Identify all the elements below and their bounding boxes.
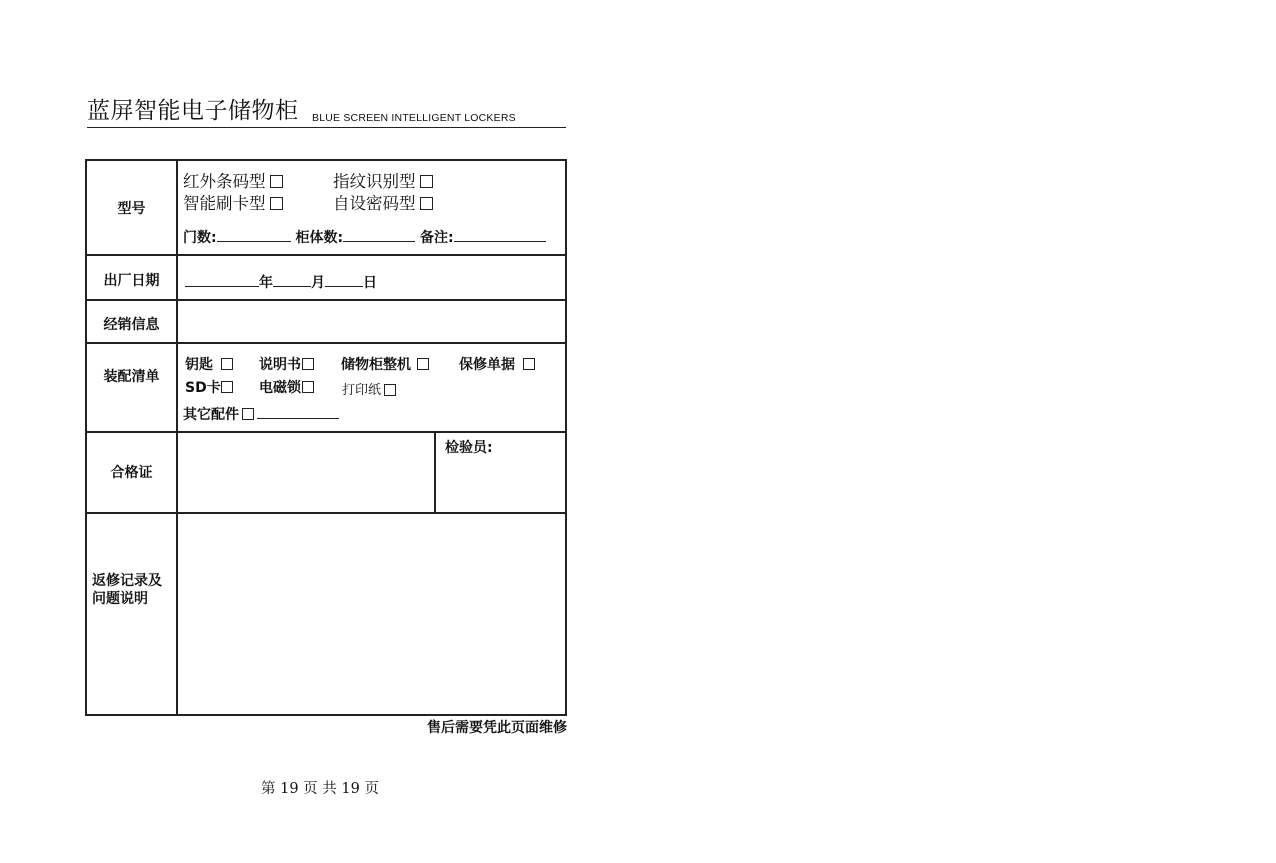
packing-item-warranty[interactable]	[459, 356, 535, 374]
packing-item-manual[interactable]	[259, 356, 314, 374]
dealer-info-label: 经销信息	[103, 317, 160, 333]
checkbox[interactable]	[420, 197, 433, 210]
repair-record-label-line2: 问题说明	[92, 591, 148, 607]
model-option-infrared[interactable]	[183, 171, 283, 193]
model-option-password[interactable]	[333, 193, 433, 215]
packing-item-label: 说明书	[259, 357, 301, 373]
production-date-label: 出厂日期	[103, 273, 160, 289]
checkbox[interactable]	[302, 358, 314, 370]
title-english: BLUE SCREEN INTELLIGENT LOCKERS	[312, 112, 516, 124]
door-count-label: 门数:	[183, 230, 217, 246]
packing-list-label: 装配清单	[103, 369, 160, 385]
checkbox[interactable]	[384, 384, 396, 396]
model-option-fingerprint[interactable]	[333, 171, 433, 193]
packing-item-label: 保修单据	[459, 357, 515, 373]
packing-item-label: SD卡	[185, 380, 221, 396]
checkbox[interactable]	[417, 358, 429, 370]
month-field[interactable]	[273, 272, 311, 287]
checkbox[interactable]	[302, 381, 314, 393]
month-label: 月	[311, 275, 325, 291]
packing-item-label: 电磁锁	[259, 380, 301, 396]
warranty-form	[85, 159, 567, 716]
document-header	[87, 96, 566, 128]
packing-item-label: 储物柜整机	[341, 357, 411, 373]
cabinet-count-field[interactable]	[343, 227, 415, 242]
inspector-label: 检验员:	[445, 440, 493, 456]
checkbox[interactable]	[523, 358, 535, 370]
packing-item-key[interactable]	[185, 356, 233, 374]
repair-record-label	[92, 572, 176, 608]
door-count-field[interactable]	[217, 227, 291, 242]
day-label: 日	[363, 275, 377, 291]
repair-record-field[interactable]	[178, 514, 565, 714]
checkbox[interactable]	[221, 358, 233, 370]
production-date-line	[185, 272, 377, 292]
after-sales-note: 售后需要凭此页面维修	[427, 720, 567, 736]
packing-item-other[interactable]	[183, 404, 339, 424]
packing-item-label: 钥匙	[185, 357, 213, 373]
title-chinese: 蓝屏智能电子储物柜	[87, 98, 299, 124]
checkbox[interactable]	[221, 381, 233, 393]
other-accessories-field[interactable]	[257, 404, 339, 419]
model-option-label: 红外条码型	[183, 172, 266, 191]
model-option-label: 智能刷卡型	[183, 194, 266, 213]
page-number: 第 19 页 共 19 页	[261, 781, 379, 797]
model-label: 型号	[117, 201, 146, 217]
row-divider	[87, 342, 565, 344]
cabinet-count-label: 柜体数:	[295, 230, 344, 246]
certificate-area	[178, 433, 434, 512]
day-field[interactable]	[325, 272, 363, 287]
checkbox[interactable]	[270, 175, 283, 188]
model-option-card[interactable]	[183, 193, 283, 215]
certificate-label: 合格证	[110, 465, 153, 481]
remarks-field[interactable]	[454, 227, 546, 242]
year-field[interactable]	[185, 272, 259, 287]
model-details-line	[183, 227, 546, 247]
year-label: 年	[259, 275, 273, 291]
model-option-label: 自设密码型	[333, 194, 416, 213]
checkbox[interactable]	[420, 175, 433, 188]
packing-item-label: 打印纸	[342, 383, 382, 398]
checkbox[interactable]	[270, 197, 283, 210]
repair-record-label-line1: 返修记录及	[92, 573, 162, 589]
packing-item-sd-card[interactable]	[185, 379, 233, 397]
model-option-label: 指纹识别型	[333, 172, 416, 191]
checkbox[interactable]	[242, 408, 254, 420]
packing-item-paper[interactable]	[342, 382, 396, 400]
packing-item-label: 其它配件	[183, 407, 239, 423]
row-divider	[87, 254, 565, 256]
remarks-label: 备注:	[419, 230, 454, 246]
packing-item-locker[interactable]	[341, 356, 429, 374]
packing-item-lock[interactable]	[259, 379, 314, 397]
dealer-info-field[interactable]	[178, 301, 565, 342]
inspector-divider	[434, 432, 436, 513]
